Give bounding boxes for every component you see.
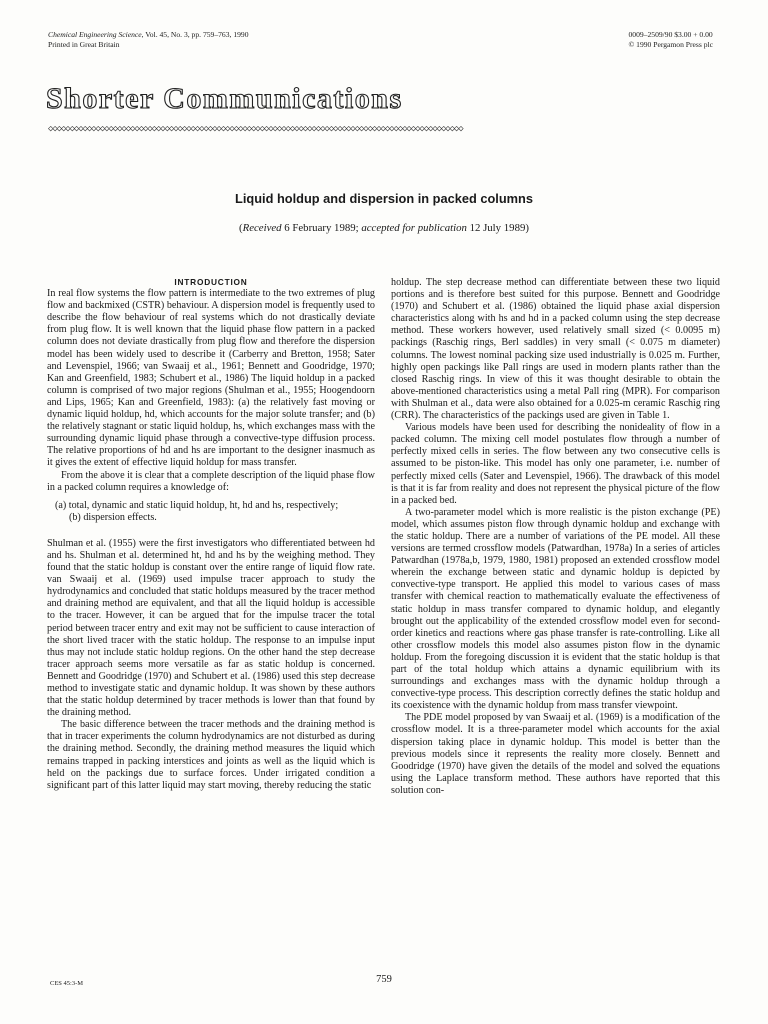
paragraph: Various models have been used for describing the nonideality of flow in a packed column. The mixing cell model postulates flow through a number of perfectly mixed cells in series. The flow between any two consecutive cells is assumed to be piston-like. This model has only one parameter, i.e. number of perfectly mixed cells (Sater and Levenspiel, 1966). The drawback of this model is that it is far from reality and does not represent the physical picture of the flow in a packed bed.: [391, 422, 720, 506]
received-line: [0, 222, 768, 234]
left-column: [47, 276, 375, 792]
paragraph: holdup. The step decrease method can differentiate between these two liquid portions and is therefore best suited for this purpose. Bennett and Goodridge (1970) and Schubert et al. (1986) obtained the liquid phase axial dispersion characteristics along with hs and hd in a packed column using the step decrease method. These workers however, used relatively small sized (< 0.0095 m) packings (Raschig rings, Berl saddles) in very small (< 0.075 m diameter) columns. The lowest nominal packing size used industrially is 0.025 m. Further, highly open packings like Pall rings are used in modern plants rather than the closed Raschig rings. In view of this it was thought desirable to obtain the above-mentioned characteristics using a metal Pall ring (MPR). For comparison with Shulman et al., data were also obtained for a 0.025-m ceramic Raschig ring (CRR). The characteristics of the packings used are given in Table 1.: [391, 277, 720, 422]
publisher-header: [628, 30, 713, 50]
requirements-list: [55, 500, 375, 524]
journal-citation: , Vol. 45, No. 3, pp. 759–763, 1990: [141, 30, 249, 39]
received-open: (: [239, 222, 243, 234]
right-column: [391, 277, 720, 797]
footer-code: CES 45:3-M: [50, 980, 84, 987]
received-label: Received: [242, 222, 282, 234]
journal-name: Chemical Engineering Science: [48, 30, 142, 39]
paragraph: The PDE model proposed by van Swaaij et al. (1969) is a modification of the crossflow model. It is a three-parameter model which accounts for the axial dispersion taking place in dynamic holdup. This model is better than the previous models since it represents the reality more closely. Bennett and Goodridge (1970) have given the details of the model and solved the equations using the Laplace transform method. These authors have reported that this solution con-: [391, 712, 720, 796]
paragraph: From the above it is clear that a complete description of the liquid phase flow in a packed column requires a knowledge of:: [47, 469, 375, 493]
paragraph: Shulman et al. (1955) were the first investigators who differentiated between hd and hs. Shulman et al. determined ht, hd and hs by the weighing method. They found that the static holdup is constant over the entire range of liquid flow rate. van Swaaij et al. (1969) used impulse tracer approach to study the hydrodynamics and concluded that static holdups measured by the tracer method and draining method are equivalent, and that all the liquid holdup is accessible to the tracer. However, it can be argued that for the impulse tracer the total period between tracer entry and exit may not be sufficient to cause interaction of the short lived tracer with the static holdup. The response to an impulse input thus may not include static holdup regions. On the other hand the step decrease tracer approach seems more versatile as far as static holdup is concerned. Bennett and Goodridge (1970) and Schubert et al. (1986) used this step decrease method to investigate static and dynamic holdup. It was shown by these authors that the static holdup determined by tracer methods is lower than that found by the draining method.: [47, 537, 375, 719]
journal-header: [48, 30, 249, 50]
introduction-heading: INTRODUCTION: [174, 277, 248, 287]
list-item: (a) total, dynamic and static liquid holdup, ht, hd and hs, respectively;: [55, 499, 339, 511]
printed-in: Printed in Great Britain: [48, 40, 120, 49]
paragraph: The basic difference between the tracer methods and the draining method is that in tracer experiments the column hydrodynamics are not disturbed as during the draining method. Secondly, the draining method measures the liquid which remains trapped in packing interstices and joints as well as the liquid which is held on the packings due to surface forces. Under irrigated condition a significant part of this latter liquid may start moving, thereby reducing the static: [47, 719, 375, 791]
accepted-label: accepted for publication: [361, 222, 467, 234]
article-title: Liquid holdup and dispersion in packed columns: [235, 191, 533, 206]
accepted-date: 12 July 1989): [466, 222, 529, 234]
decorative-rule: ◇◇◇◇◇◇◇◇◇◇◇◇◇◇◇◇◇◇◇◇◇◇◇◇◇◇◇◇◇◇◇◇◇◇◇◇◇◇◇◇◇◇◇◇◇◇◇◇◇◇◇◇◇◇◇◇◇◇◇◇◇◇◇◇◇◇◇◇◇◇◇◇◇◇◇◇◇◇◇◇◇◇◇◇◇◇◇◇◇◇◇◇◇◇◇◇: [48, 124, 463, 134]
list-item: (b) dispersion effects.: [69, 511, 157, 523]
received-date: 6 February 1989;: [281, 222, 362, 234]
page-number: 759: [376, 974, 392, 985]
paragraph: A two-parameter model which is more realistic is the piston exchange (PE) model, which assumes piston flow through dynamic holdup and exchange with the static holdup. There are a number of variations of the PE model. All these versions are termed crossflow models (Patwardhan, 1978a) In a series of articles Patwardhan (1978a,b, 1979, 1980, 1981) proposed an extended crossflow model wherein the exchange between static and dynamic holdup is depicted by convective-type transport. He applied this model to various cases of mass transfer with chemical reaction to mathematically evaluate the effectiveness of static holdup in mass transfer compared to dynamic holdup, and elegantly brought out the applicability of the extended crossflow model even for second-order kinetics and reactions where gas phase transfer is rate-controlling. Like all other crossflow models this model also assumes piston flow in the dynamic holdup. From the foregoing discussion it is evident that the static holdup is that part of the total holdup which attains a dynamic equilibrium with its surroundings and exchanges mass with the dynamic holdup through a convective-type process. This description correctly defines the static holdup and its coexistence with the dynamic holdup from mass transfer viewpoint.: [391, 506, 720, 712]
paragraph: In real flow systems the flow pattern is intermediate to the two extremes of plug flow and backmixed (CSTR) behaviour. A dispersion model is frequently used to describe the flow behaviour of real systems which do not drastically deviate from plug flow. It is well known that the liquid phase flow pattern in a packed column does not deviate drastically from plug flow and therefore the dispersion model has been widely used to describe it (Carberry and Bretton, 1958; Sater and Levenspiel, 1966; van Swaaij et al., 1961; Bennett and Goodridge, 1970; Kan and Greenfield, 1983; Schubert et al., 1986) The liquid holdup in a packed column is comprised of two major regions (Shulman et al., 1955; Hoogendoorn and Lips, 1965; Kan and Greenfield, 1983): (a) the relatively fast moving or dynamic liquid holdup, hd, which accounts for the major solute transfer; and (b) the relatively stagnant or static liquid holdup, hs, which exchanges mass with the surrounding dynamic liquid phase through a convective-type diffusion process. The relative proportions of hd and hs are important to the designer inasmuch as it gives the extent of effective liquid holdup for mass transfer.: [47, 288, 375, 469]
copyright: © 1990 Pergamon Press plc: [628, 40, 713, 49]
issn-code: 0009–2509/90 $3.00 + 0.00: [628, 30, 713, 39]
section-title: Shorter Communications: [46, 82, 403, 115]
